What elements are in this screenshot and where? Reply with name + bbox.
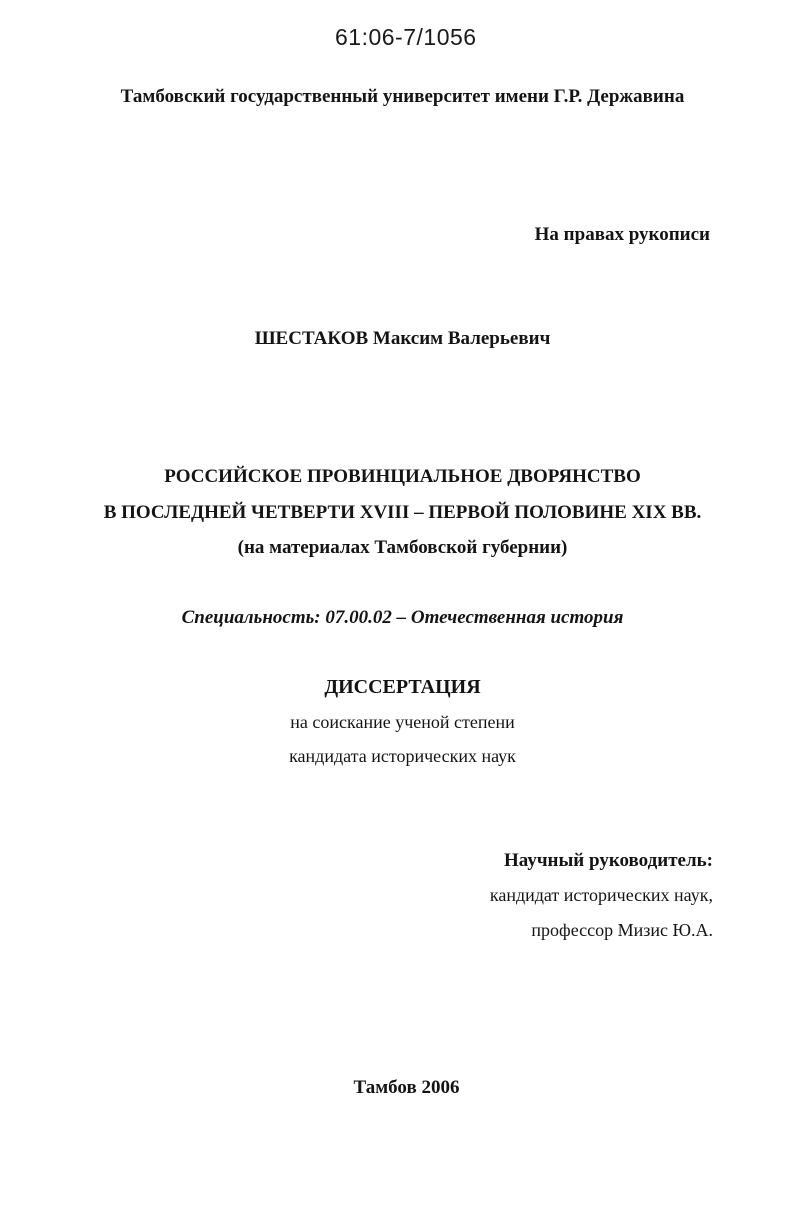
supervisor-degree: кандидат исторических наук, [489, 885, 713, 905]
archive-stamp: 61:06-7/1056 [335, 24, 477, 50]
manuscript-rights-note: На правах рукописи [534, 224, 710, 245]
university-name: Тамбовский государственный университет имени Г.Р. Державина [120, 86, 685, 107]
document-type: ДИССЕРТАЦИЯ [324, 676, 481, 698]
dissertation-subtitle: (на материалах Тамбовской губернии) [237, 537, 568, 558]
supervisor-name: профессор Мизис Ю.А. [531, 920, 713, 940]
specialty: Специальность: 07.00.02 – Отечественная история [181, 607, 624, 628]
dissertation-title-line-1: РОССИЙСКОЕ ПРОВИНЦИАЛЬНОЕ ДВОРЯНСТВО [164, 466, 641, 487]
city-year: Тамбов 2006 [353, 1077, 460, 1098]
supervisor-label: Научный руководитель: [504, 850, 713, 871]
author-name: ШЕСТАКОВ Максим Валерьевич [254, 328, 551, 349]
dissertation-title-line-2: В ПОСЛЕДНЕЙ ЧЕТВЕРТИ XVIII – ПЕРВОЙ ПОЛОВИНЕ XIX ВВ. [103, 502, 702, 523]
degree-line-2: кандидата исторических наук [289, 746, 516, 766]
degree-line-1: на соискание ученой степени [290, 712, 515, 732]
